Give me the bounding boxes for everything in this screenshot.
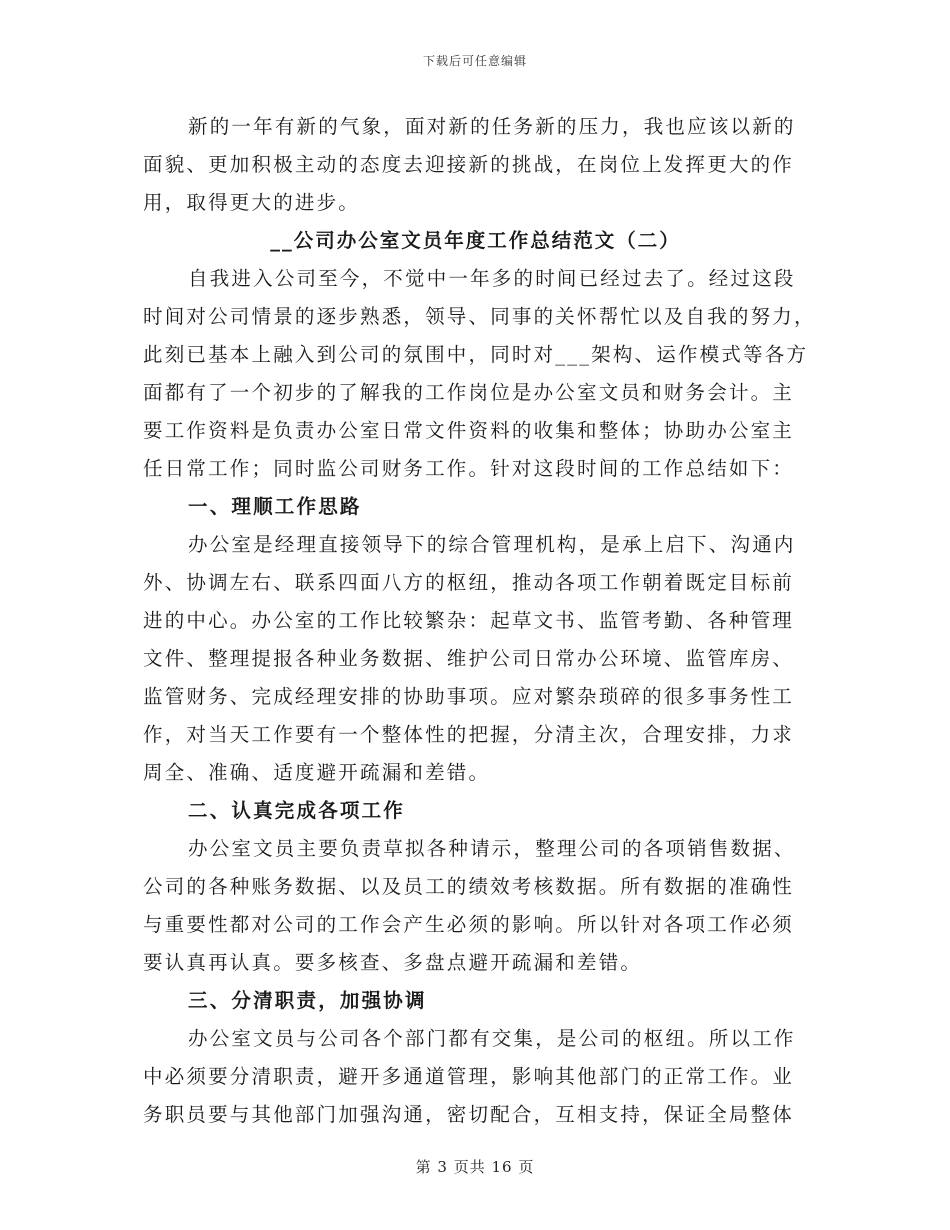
- document-body: [143, 108, 816, 1134]
- text-line: 用，取得更大的进步。: [143, 191, 361, 214]
- page-header: 下载后可任意编辑: [422, 54, 527, 68]
- text-line: 监管财务、完成经理安排的协助事项。应对繁杂琐碎的很多事务性工: [143, 685, 795, 708]
- heading-3: 三、分清职责，加强协调: [188, 989, 427, 1012]
- text-line: 时间对公司情景的逐步熟悉，领导、同事的关怀帮忙以及自我的努力，: [143, 305, 816, 328]
- text-line: 与重要性都对公司的工作会产生必须的影响。所以针对各项工作必须: [143, 913, 795, 936]
- text-line: 自我进入公司至今，不觉中一年多的时间已经过去了。经过这段: [188, 267, 796, 290]
- text-line: 要认真再认真。要多核查、多盘点避开疏漏和差错。: [143, 951, 643, 974]
- text-line: 办公室文员与公司各个部门都有交集，是公司的枢纽。所以工作: [188, 1027, 796, 1050]
- section-title: __公司办公室文员年度工作总结范文（二）: [270, 229, 681, 252]
- text-line: 任日常工作；同时监公司财务工作。针对这段时间的工作总结如下：: [143, 457, 795, 480]
- text-line: 新的一年有新的气象，面对新的任务新的压力，我也应该以新的: [188, 115, 796, 138]
- text-line: 办公室文员主要负责草拟各种请示，整理公司的各项销售数据、: [188, 837, 796, 860]
- heading-1: 一、理顺工作思路: [188, 495, 362, 518]
- text-line: 文件、整理提报各种业务数据、维护公司日常办公环境、监管库房、: [143, 647, 795, 670]
- page-footer: 第 3 页共 16 页: [415, 1158, 535, 1176]
- text-line: 面貌、更加积极主动的态度去迎接新的挑战，在岗位上发挥更大的作: [143, 153, 795, 176]
- text-line: 作，对当天工作要有一个整体性的把握，分清主次，合理安排，力求: [143, 723, 795, 746]
- heading-2: 二、认真完成各项工作: [188, 799, 406, 822]
- text-line: 办公室是经理直接领导下的综合管理机构，是承上启下、沟通内: [188, 533, 796, 556]
- text-line: 面都有了一个初步的了解我的工作岗位是办公室文员和财务会计。主: [143, 381, 795, 404]
- text-line: 中必须要分清职责，避开多通道管理，影响其他部门的正常工作。业: [143, 1065, 795, 1088]
- text-line: 周全、准确、适度避开疏漏和差错。: [143, 761, 491, 784]
- text-line: 外、协调左右、联系四面八方的枢纽，推动各项工作朝着既定目标前: [143, 571, 795, 594]
- text-line: 公司的各种账务数据、以及员工的绩效考核数据。所有数据的准确性: [143, 875, 795, 898]
- text-line: 进的中心。办公室的工作比较繁杂：起草文书、监管考勤、各种管理: [143, 609, 795, 632]
- text-line: 此刻已基本上融入到公司的氛围中，同时对___架构、运作模式等各方: [143, 343, 809, 366]
- text-line: 务职员要与其他部门加强沟通，密切配合，互相支持，保证全局整体: [143, 1103, 795, 1126]
- text-line: 要工作资料是负责办公室日常文件资料的收集和整体；协助办公室主: [143, 419, 795, 442]
